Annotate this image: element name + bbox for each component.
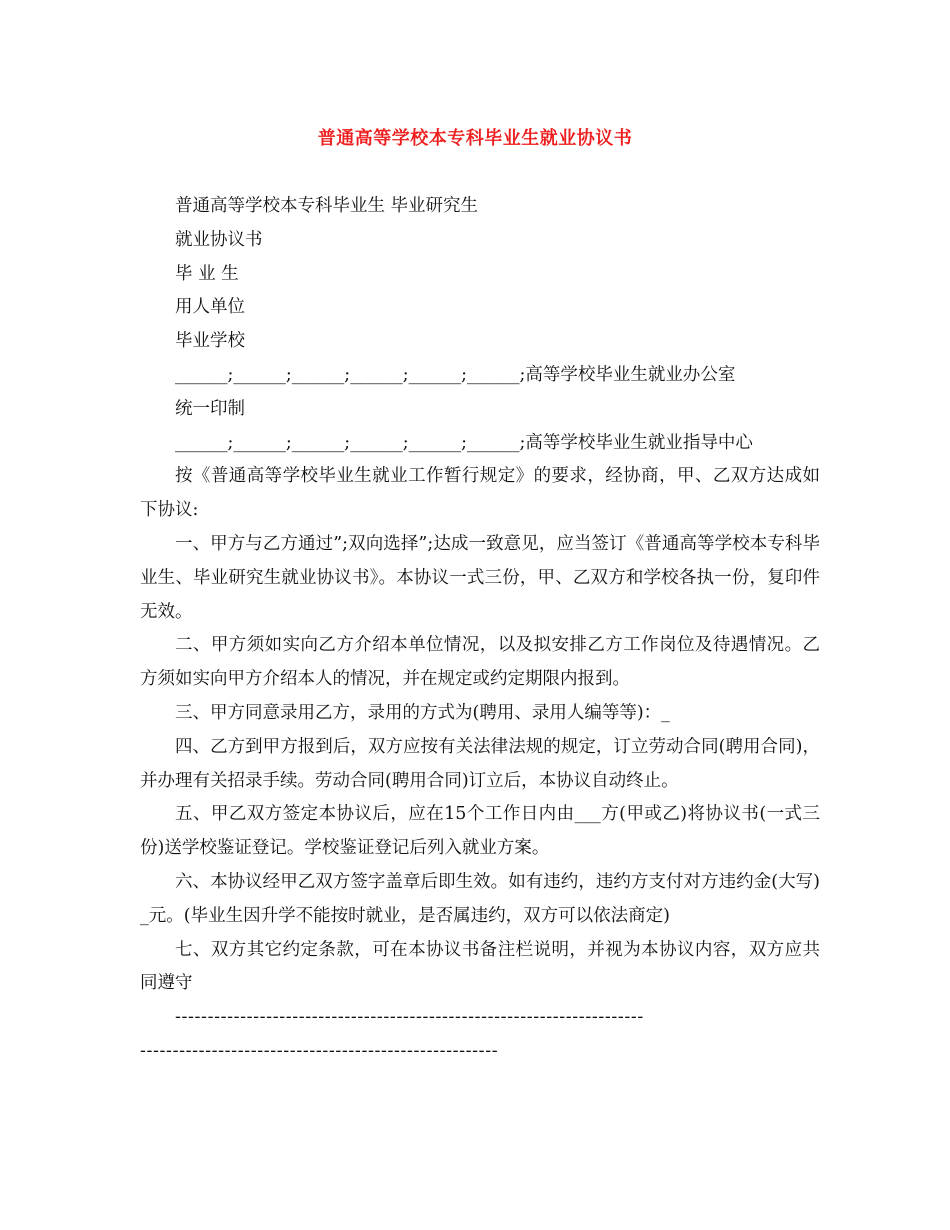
paragraph-clause-1: 一、甲方与乙方通过”;双向选择”;达成一致意见，应当签订《普通高等学校本专科毕业生、毕业研究生就业协议书》。本协议一式三份，甲、乙双方和学校各执一份，复印件无效。 — [140, 533, 820, 622]
paragraph-clause-4: 四、乙方到甲方报到后，双方应按有关法律法规的规定，订立劳动合同(聘用合同)，并办理有关招录手续。劳动合同(聘用合同)订立后，本协议自动终止。 — [140, 736, 820, 791]
cover-line-2: 就业协议书 — [175, 229, 263, 250]
document-title: 普通高等学校本专科毕业生就业协议书 — [317, 128, 633, 149]
paragraph-clause-6: 六、本协议经甲乙双方签字盖章后即生效。如有违约，违约方支付对方违约金(大写) _元。(毕业生因升学不能按时就业，是否属违约，双方可以依法商定) — [140, 871, 820, 926]
paragraph-clause-3: 三、甲方同意录用乙方，录用的方式为(聘用、录用人编等等)：_ — [175, 702, 670, 723]
cover-line-6: ______;______;______;______;______;______;高等学校毕业生就业办公室 — [175, 364, 736, 385]
separator-line-1: ------------------------------------------------------------------------ — [175, 1007, 644, 1028]
cover-line-5: 毕业学校 — [175, 331, 245, 352]
cover-line-4: 用人单位 — [175, 297, 245, 318]
document-body — [140, 190, 820, 1069]
paragraph-clause-5: 五、甲乙双方签定本协议后，应在15个工作日内由___方(甲或乙)将协议书(一式三份)送学校鉴证登记。学校鉴证登记后列入就业方案。 — [140, 804, 820, 859]
paragraph-intro: 按《普通高等学校毕业生就业工作暂行规定》的要求，经协商，甲、乙双方达成如下协议: — [140, 466, 820, 521]
cover-line-3: 毕 业 生 — [175, 263, 239, 284]
paragraph-clause-7: 七、双方其它约定条款，可在本协议书备注栏说明，并视为本协议内容，双方应共同遵守 — [140, 939, 820, 994]
separator-line-2: ------------------------------------------------------- — [140, 1040, 499, 1061]
cover-line-7: 统一印制 — [175, 398, 245, 419]
cover-line-1: 普通高等学校本专科毕业生 毕业研究生 — [175, 196, 479, 216]
paragraph-clause-2: 二、甲方须如实向乙方介绍本单位情况，以及拟安排乙方工作岗位及待遇情况。乙方须如实向甲方介绍本人的情况，并在规定或约定期限内报到。 — [140, 635, 820, 690]
cover-line-8: ______;______;______;______;______;______;高等学校毕业生就业指导中心 — [175, 432, 753, 453]
